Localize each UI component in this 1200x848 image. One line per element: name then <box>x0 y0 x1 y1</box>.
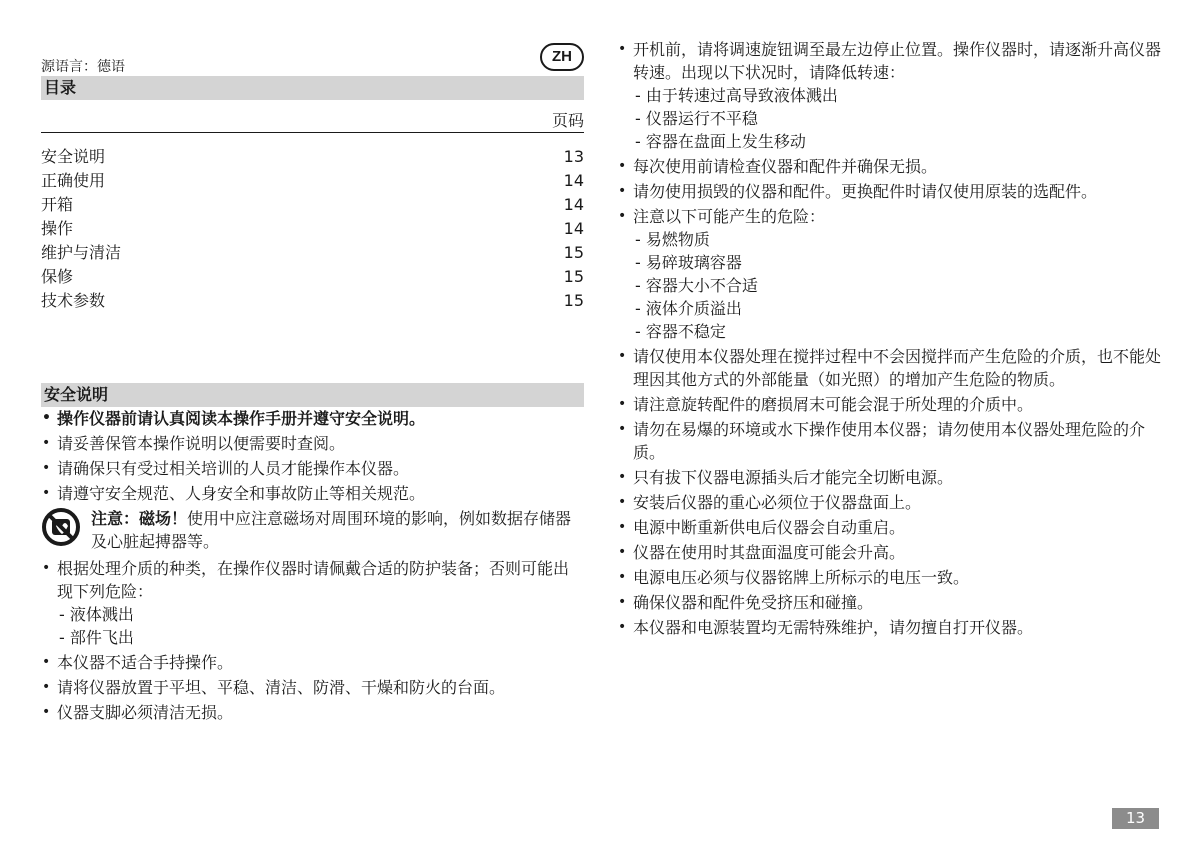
list-item: • 请遵守安全规范、人身安全和事故防止等相关规范。 <box>41 482 584 505</box>
danger-text: 注意以下可能产生的危险： <box>633 207 826 226</box>
toc-row-label: 操作 <box>41 219 74 238</box>
speed-text: 开机前，请将调速旋钮调至最左边停止位置。操作仪器时，请逐渐升高仪器转速。出现以下状况时，请降低转速： <box>633 40 1162 82</box>
toc-row-page: 13 <box>563 147 584 166</box>
right-column <box>617 38 1162 641</box>
toc-row-page: 14 <box>563 219 584 238</box>
list-item: • 请注意旋转配件的磨损屑末可能会混于所处理的介质中。 <box>617 393 1162 416</box>
toc-page-column-label: 页码 <box>41 110 584 133</box>
safety-list-continued <box>41 557 584 724</box>
toc-row-label: 技术参数 <box>41 291 106 310</box>
source-language-row <box>41 40 584 76</box>
list-item: • 电源电压必须与仪器铭牌上所标示的电压一致。 <box>617 566 1162 589</box>
list-item: • 操作仪器前请认真阅读本操作手册并遵守安全说明。 <box>41 407 584 430</box>
list-item <box>617 38 1162 153</box>
safety-list <box>41 407 584 505</box>
page-number: 13 <box>1112 808 1159 829</box>
toc-row-page: 15 <box>563 267 584 286</box>
toc-row-page: 15 <box>563 291 584 310</box>
list-item: • 只有拔下仪器电源插头后才能完全切断电源。 <box>617 466 1162 489</box>
toc-row[interactable] <box>41 145 584 169</box>
list-item: • 请确保只有受过相关培训的人员才能操作本仪器。 <box>41 457 584 480</box>
danger-subitem: - 容器大小不合适 <box>635 276 758 295</box>
toc-row-page: 14 <box>563 171 584 190</box>
toc-row-page: 14 <box>563 195 584 214</box>
safety-heading: 安全说明 <box>41 383 584 407</box>
list-item: • 本仪器不适合手持操作。 <box>41 651 584 674</box>
toc-row[interactable] <box>41 241 584 265</box>
list-item: • 请勿使用损毁的仪器和配件。更换配件时请仅使用原装的选配件。 <box>617 180 1162 203</box>
danger-subitem: - 液体介质溢出 <box>635 299 742 318</box>
list-item: • 安装后仪器的重心必须位于仪器盘面上。 <box>617 491 1162 514</box>
toc-row[interactable] <box>41 217 584 241</box>
danger-subitem: - 易碎玻璃容器 <box>635 253 742 272</box>
speed-subitem: - 由于转速过高导致液体溅出 <box>635 86 838 105</box>
toc-row-label: 安全说明 <box>41 147 106 166</box>
list-item: • 仪器在使用时其盘面温度可能会升高。 <box>617 541 1162 564</box>
toc-row[interactable] <box>41 193 584 217</box>
safety-list-right <box>617 38 1162 639</box>
list-item <box>41 557 584 649</box>
list-item: • 请将仪器放置于平坦、平稳、清洁、防滑、干燥和防火的台面。 <box>41 676 584 699</box>
ppe-text: 根据处理介质的种类，在操作仪器时请佩戴合适的防护装备；否则可能出现下列危险： <box>57 559 570 601</box>
list-item: • 本仪器和电源装置均无需特殊维护，请勿擅自打开仪器。 <box>617 616 1162 639</box>
notice-label: 注意：磁场！ <box>91 509 188 528</box>
toc-row[interactable] <box>41 265 584 289</box>
list-item: • 确保仪器和配件免受挤压和碰撞。 <box>617 591 1162 614</box>
hazard-subitem: - 部件飞出 <box>59 628 134 647</box>
spacer <box>41 313 584 383</box>
list-item: • 仪器支脚必须清洁无损。 <box>41 701 584 724</box>
language-badge: ZH <box>540 43 584 71</box>
no-pacemaker-warning-icon <box>41 507 85 547</box>
toc-row[interactable] <box>41 289 584 313</box>
speed-subitem: - 仪器运行不平稳 <box>635 109 758 128</box>
left-column <box>41 40 584 726</box>
list-item: • 请仅使用本仪器处理在搅拌过程中不会因搅拌而产生危险的介质，也不能处理因其他方式的外部能量（如光照）的增加产生危险的物质。 <box>617 345 1162 391</box>
toc-list <box>41 145 584 313</box>
toc-row-label: 开箱 <box>41 195 74 214</box>
list-item: • 电源中断重新供电后仪器会自动重启。 <box>617 516 1162 539</box>
notice-text: 使用中应注意磁场对周围环境的影响，例如数据存储器及心脏起搏器等。 <box>91 509 572 551</box>
notice-text-block <box>91 507 584 553</box>
danger-subitem: - 容器不稳定 <box>635 322 726 341</box>
toc-row-page: 15 <box>563 243 584 262</box>
list-item: • 每次使用前请检查仪器和配件并确保无损。 <box>617 155 1162 178</box>
list-item: • 请妥善保管本操作说明以便需要时查阅。 <box>41 432 584 455</box>
hazard-subitem: - 液体溅出 <box>59 605 134 624</box>
danger-subitem: - 易燃物质 <box>635 230 710 249</box>
source-language-note: 源语言：德语 <box>41 59 125 75</box>
toc-row-label: 保修 <box>41 267 74 286</box>
list-item: • 请勿在易爆的环境或水下操作使用本仪器；请勿使用本仪器处理危险的介质。 <box>617 418 1162 464</box>
toc-row[interactable] <box>41 169 584 193</box>
magnetic-field-notice <box>41 507 584 553</box>
toc-row-label: 维护与清洁 <box>41 243 122 262</box>
toc-heading: 目录 <box>41 76 584 100</box>
speed-subitem: - 容器在盘面上发生移动 <box>635 132 806 151</box>
toc-row-label: 正确使用 <box>41 171 106 190</box>
list-item <box>617 205 1162 343</box>
